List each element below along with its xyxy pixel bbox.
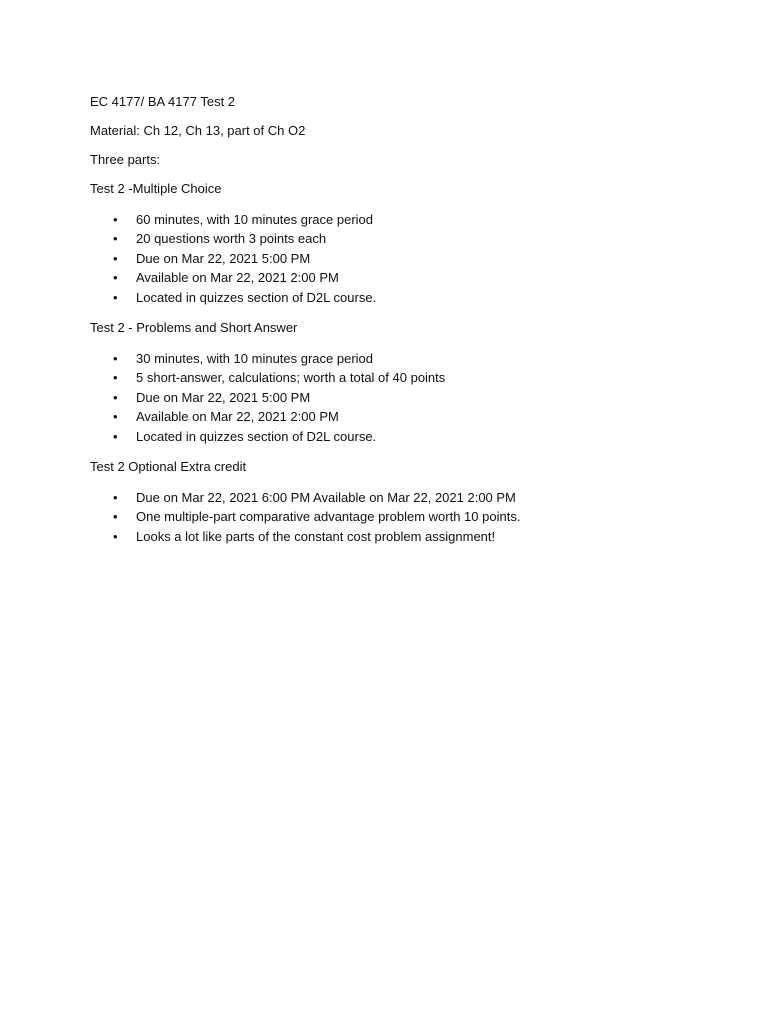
list-item-text: Due on Mar 22, 2021 5:00 PM [136, 389, 311, 405]
list-item [90, 507, 730, 526]
document-page [90, 94, 730, 559]
list-item [90, 407, 730, 426]
list-item [90, 249, 730, 268]
bullet-icon: • [113, 289, 118, 305]
list-item-text: Due on Mar 22, 2021 5:00 PM [136, 250, 311, 266]
bullet-list-extra-credit [90, 488, 730, 546]
material-line: Material: Ch 12, Ch 13, part of Ch O2 [90, 123, 306, 138]
list-item [90, 210, 730, 229]
list-item-text: 5 short-answer, calculations; worth a total of 40 points [136, 370, 446, 386]
list-item [90, 368, 730, 387]
section-heading-multiple-choice: Test 2 -Multiple Choice [90, 181, 222, 196]
list-item [90, 388, 730, 407]
intro-line: Three parts: [90, 152, 161, 167]
list-item-text: One multiple-part comparative advantage problem worth 10 points. [136, 509, 521, 525]
list-item [90, 488, 730, 507]
list-item-text: 60 minutes, with 10 minutes grace period [136, 212, 374, 227]
bullet-icon: • [113, 509, 118, 525]
bullet-icon: • [113, 528, 118, 544]
list-item [90, 268, 730, 287]
list-item-text: 20 questions worth 3 points each [136, 231, 327, 247]
list-item-text: 30 minutes, with 10 minutes grace period [136, 351, 374, 367]
section-heading-problems-short-answer: Test 2 - Problems and Short Answer [90, 320, 298, 336]
list-item-text: Located in quizzes section of D2L course. [136, 428, 377, 444]
bullet-icon: • [113, 351, 118, 367]
list-item [90, 527, 730, 546]
bullet-list-problems-short-answer [90, 349, 730, 446]
list-item-text: Available on Mar 22, 2021 2:00 PM [136, 409, 339, 425]
bullet-icon: • [113, 409, 118, 425]
bullet-icon: • [113, 270, 118, 286]
list-item-text: Located in quizzes section of D2L course. [136, 289, 377, 305]
list-item [90, 288, 730, 307]
bullet-icon: • [113, 250, 118, 266]
bullet-icon: • [113, 389, 118, 405]
list-item-text: Due on Mar 22, 2021 6:00 PM Available on Mar 22, 2021 2:00 PM [136, 490, 516, 506]
list-item [90, 229, 730, 248]
list-item [90, 349, 730, 368]
list-item-text: Looks a lot like parts of the constant cost problem assignment! [136, 528, 496, 544]
bullet-list-multiple-choice [90, 210, 730, 307]
bullet-icon: • [113, 212, 118, 227]
list-item-text: Available on Mar 22, 2021 2:00 PM [136, 270, 339, 286]
list-item [90, 427, 730, 446]
bullet-icon: • [113, 370, 118, 386]
bullet-icon: • [113, 428, 118, 444]
section-heading-extra-credit: Test 2 Optional Extra credit [90, 459, 247, 475]
bullet-icon: • [113, 490, 118, 506]
document-title: EC 4177/ BA 4177 Test 2 [90, 94, 236, 109]
bullet-icon: • [113, 231, 118, 247]
